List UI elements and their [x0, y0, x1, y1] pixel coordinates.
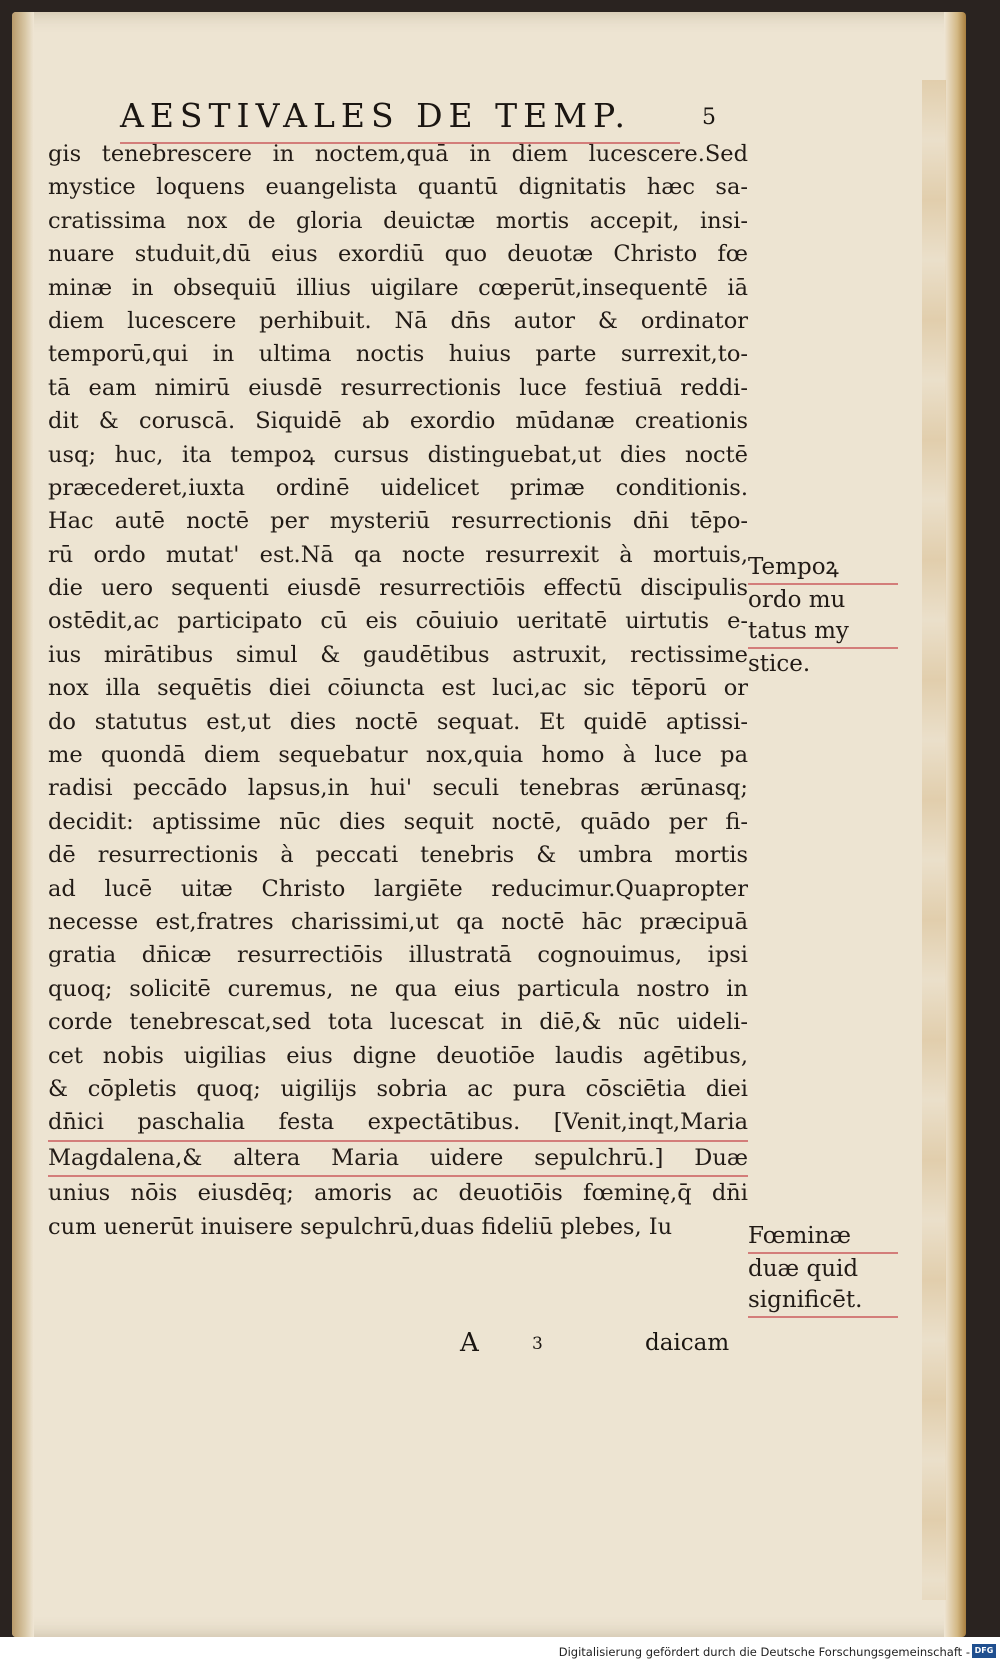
- marginal-note-tempora: [748, 552, 898, 680]
- text-line: Hac autē noctē per mysteriū resurrectionis dn̄i tēpo-: [48, 508, 748, 535]
- marginal-line: significēt.: [748, 1285, 898, 1318]
- text-line: temporū,qui in ultima noctis huius parte surrexit,to-: [48, 341, 748, 368]
- marginal-line: stice.: [748, 651, 811, 677]
- text-line: dit & coruscā. Siquidē ab exordio mūdanæ creationis: [48, 408, 748, 435]
- text-line: die uero sequenti eiusdē resurrectiōis effectū discipulis: [48, 575, 748, 602]
- text-line: do statutus est,ut dies noctē sequat. Et quidē aptissi-: [48, 708, 748, 735]
- text-line: cet nobis uigilias eius digne deuotiōe laudis agētibus,: [48, 1042, 748, 1069]
- marginal-line: Tempoꝝ: [748, 552, 898, 585]
- marginal-line: ordo mu: [748, 587, 846, 613]
- text-line: ius mirātibus simul & gaudētibus astruxit, rectissime: [48, 641, 748, 668]
- text-line: usq; huc, ita tempoꝝ cursus distinguebat,ut dies noctē: [48, 441, 748, 468]
- text-line: nox illa sequētis diei cōiuncta est luci,ac sic tēporū or: [48, 675, 748, 702]
- signature-number: 3: [532, 1334, 543, 1354]
- text-line: Magdalena,& altera Maria uidere sepulchrū.] Duæ: [48, 1142, 748, 1177]
- marginal-note-foeminae: [748, 1221, 898, 1318]
- text-line: minæ in obsequiū illius uigilare cœperūt,insequentē iā: [48, 274, 748, 301]
- page-left-edge: [12, 12, 34, 1637]
- text-line: mystice loquens euangelista quantū dignitatis hæc sa-: [48, 174, 748, 201]
- text-line: præcederet,iuxta ordinē uidelicet primæ conditionis.: [48, 474, 748, 501]
- text-line: corde tenebrescat,sed tota lucescat in diē,& nūc uideli-: [48, 1009, 748, 1036]
- page-right-edge: [944, 12, 966, 1637]
- text-line: nuare studuit,dū eius exordiū quo deuotæ Christo fœ: [48, 241, 748, 268]
- text-line: decidit: aptissime nūc dies sequit noctē, quādo per fi-: [48, 808, 748, 835]
- text-line: me quondā diem sequebatur nox,quia homo à luce pa: [48, 742, 748, 769]
- text-line: diem lucescere perhibuit. Nā dn̄s autor & ordinator: [48, 307, 748, 334]
- catchword: daicam: [645, 1330, 730, 1356]
- text-line: gratia dn̄icæ resurrectiōis illustratā cognouimus, ipsi: [48, 942, 748, 969]
- marginal-line: Fœminæ: [748, 1221, 898, 1254]
- body-text: [48, 138, 748, 1244]
- text-line: radisi peccādo lapsus,in hui' seculi tenebras ærūnasq;: [48, 775, 748, 802]
- text-line: ad lucē uitæ Christo largiēte reducimur.Quapropter: [48, 875, 748, 902]
- text-line: necesse est,fratres charissimi,ut qa noctē hāc præcipuā: [48, 908, 748, 935]
- signature-mark: A: [460, 1328, 479, 1358]
- marginal-line: duæ quid: [748, 1256, 859, 1282]
- dfg-logo: DFG: [972, 1644, 996, 1658]
- running-head: AESTIVALES DE TEMP.: [120, 96, 680, 144]
- text-line: gis tenebrescere in noctem,quā in diem lucescere.Sed: [48, 141, 748, 167]
- footer-credit: Digitalisierung gefördert durch die Deutsche Forschungsgemeinschaft -: [558, 1645, 970, 1659]
- text-line: dē resurrectionis à peccati tenebris & umbra mortis: [48, 842, 748, 869]
- text-line: & cōpletis quoq; uigilijs sobria ac pura cōsciētia diei: [48, 1075, 748, 1102]
- text-line: rū ordo mutat' est.Nā qa nocte resurrexit à mortuis,: [48, 541, 748, 568]
- text-line: tā eam nimirū eiusdē resurrectionis luce festiuā reddi-: [48, 374, 748, 401]
- text-line: unius nōis eiusdēq; amoris ac deuotiōis fœminę,q̄ dn̄i: [48, 1180, 748, 1207]
- marginal-line: tatus my: [748, 616, 898, 649]
- text-line: quoq; solicitē curemus, ne qua eius particula nostro in: [48, 975, 748, 1002]
- text-line: ostēdit,ac participato cū eis cōuiuio ueritatē uirtutis e-: [48, 608, 748, 635]
- folio-mark: 5: [702, 105, 716, 130]
- text-line: cum uenerūt inuisere sepulchrū,duas fideliū plebes, Iu: [48, 1213, 673, 1240]
- footer-bar: [0, 1637, 1000, 1668]
- text-line: dn̄ici paschalia festa expectātibus. [Venit,inqt,Maria: [48, 1106, 748, 1141]
- page-stain: [922, 80, 946, 1600]
- text-line: cratissima nox de gloria deuictæ mortis accepit, insi-: [48, 207, 748, 234]
